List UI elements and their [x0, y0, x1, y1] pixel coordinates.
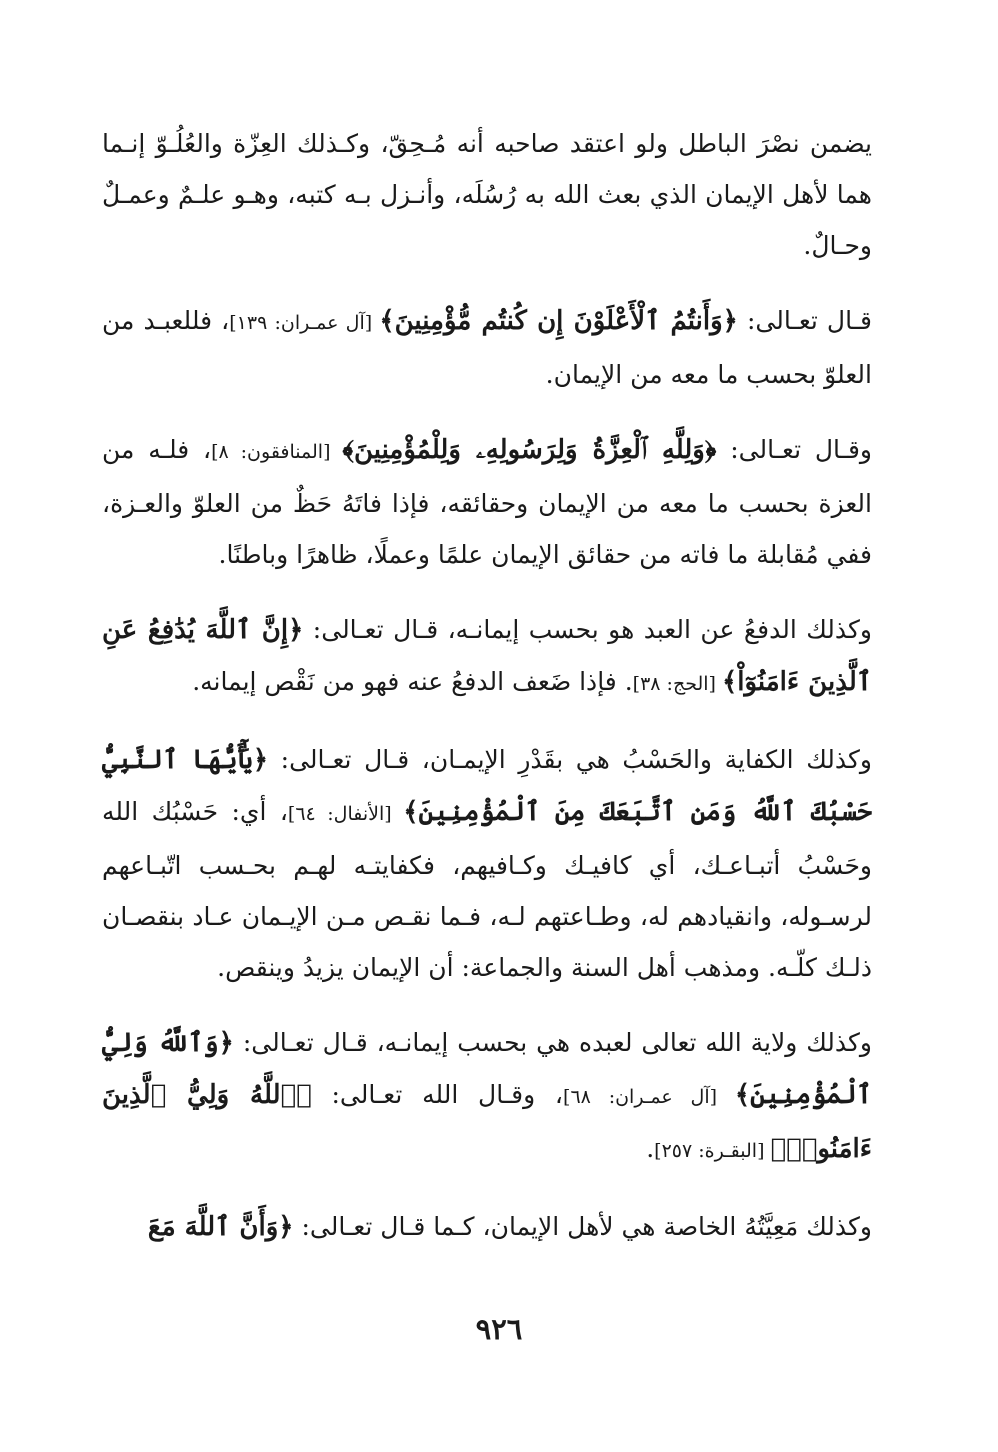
text-segment: وكذلك الدفعُ عن العبد هو بحسب إيمانـه، قـال تعـالى:	[303, 615, 872, 644]
verse-reference: [آل عمـران: ٦٨]	[563, 1086, 735, 1108]
verse-reference: [آل عمـران: ١٣٩]	[229, 312, 380, 334]
quran-verse: ﴿ٱللَّهُ وَلِيُّ ٱلَّذِينَ ءَامَنُوا۟﴾	[102, 1080, 872, 1164]
paragraph-4	[102, 604, 872, 710]
paragraph-5	[102, 734, 872, 993]
page-number: ٩٢٦	[475, 1312, 523, 1346]
text-segment: . فإذا ضَعف الدفعُ عنه فهو من نَقْص إيمانه.	[192, 667, 633, 696]
verse-reference: [الأنفال: ٦٤]	[287, 803, 404, 825]
text-segment: وكذلك مَعِيَّتُهُ الخاصة هي لأهل الإيمان، كـما قـال تعـالى:	[293, 1212, 872, 1241]
text-segment: ، فلـه من العزة بحسب ما معه من الإيمان وحقائقه، فإذا فاتَهُ حَظٌ من العلوّ والعـزة، ففي مُقابلة ما فاته من حقائق الإيمان علمًا وعملًا، ظاهرًا وباطنًا.	[102, 435, 872, 569]
quran-verse: ﴿وَلِلَّهِ ٱلْعِزَّةُ وَلِرَسُولِهِۦ وَلِلْمُؤْمِنِينَ﴾	[342, 435, 717, 465]
text-segment: ، أي: حَسْبُك الله وحَسْبُ أتبـاعـك، أي كافيـك وكـافيهم، فكفايتـه لهـم بحـسب اتّبـاعهم لرسـوله، وانقيادهم له، وطـاعتهم لـه، فـما نقـص مـن الإيـمان عـاد بنقصـان ذلـك كلّـه. ومذهب أهل السنة والجماعة: أن الإيمان يزيدُ وينقص.	[102, 797, 872, 982]
text-segment: وكذلك ولاية الله تعالى لعبده هي بحسب إيمانـه، قـال تعـالى:	[233, 1028, 872, 1057]
quran-verse: ﴿إِنَّ ٱللَّهَ يُدَٰفِعُ عَنِ ٱلَّذِينَ ءَامَنُوٓاْ﴾	[102, 615, 872, 697]
text-segment: وكذلك الكفاية والحَسْبُ هي بقَدْرِ الإيمـان، قـال تعـالى:	[268, 745, 872, 774]
quran-verse: ﴿وَٱللَّهُ وَلِيُّ ٱلْمُؤْمِنِينَ﴾	[102, 1028, 872, 1110]
quran-verse: ﴿وَأَنَّ ٱللَّهَ مَعَ	[147, 1212, 294, 1242]
verse-reference: [المنافقون: ٨]	[211, 441, 343, 463]
text-segment: يضمن نصْرَ الباطل ولو اعتقد صاحبه أنه مُـحِقّ، وكـذلك العِزّة والعُلُـوّ إنـما هما لأهل الإيمان الذي بعث الله به رُسُلَه، وأنـزل بـه كتبه، وهـو علـمٌ وعمـلٌ وحـالٌ.	[102, 129, 872, 260]
paragraph-7	[102, 1201, 872, 1253]
paragraph-2	[102, 295, 872, 400]
text-segment: ، فللعبـد من العلوّ بحسب ما معه من الإيمان.	[102, 306, 872, 389]
text-segment: .	[646, 1134, 655, 1163]
paragraph-3	[102, 424, 872, 580]
paragraph-1	[102, 118, 872, 271]
page-body	[102, 118, 872, 1277]
text-segment: ، وقـال الله تعـالى:	[311, 1080, 564, 1109]
verse-reference: [الحج: ٣٨]	[632, 673, 722, 695]
quran-verse: ﴿وَأَنتُمُ ٱلْأَعْلَوْنَ إِن كُنتُم مُّؤْمِنِينَ﴾	[379, 306, 738, 336]
text-segment: قـال تعـالى:	[737, 306, 872, 335]
quran-verse: ﴿يَٰٓأَيُّهَا ٱلنَّبِيُّ حَسْبُكَ ٱللَّهُ وَمَنِ ٱتَّبَعَكَ مِنَ ٱلْمُؤْمِنِينَ﴾	[102, 745, 872, 827]
paragraph-6	[102, 1017, 872, 1177]
text-segment: وقـال تعـالى:	[716, 435, 872, 464]
verse-reference: [البقـرة: ٢٥٧]	[654, 1140, 771, 1162]
